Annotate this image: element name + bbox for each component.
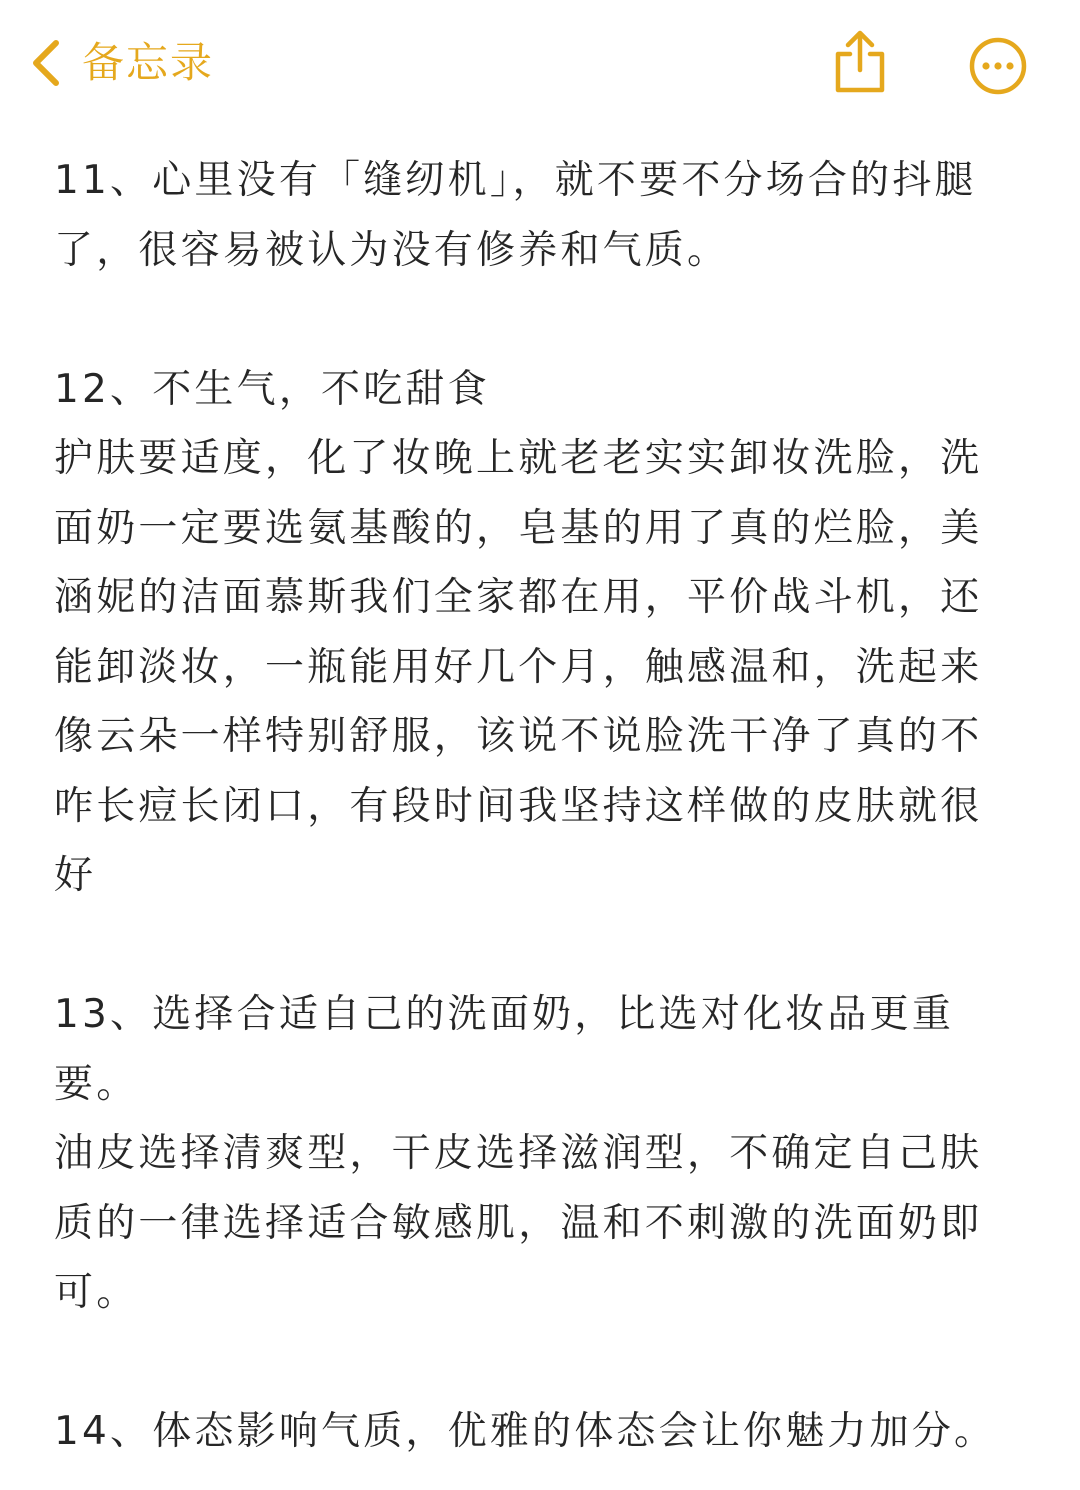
chevron-left-icon [28, 38, 62, 88]
navigation-bar [0, 0, 1080, 130]
share-button[interactable] [828, 28, 892, 98]
more-button[interactable] [968, 36, 1028, 96]
note-body[interactable] [54, 146, 1014, 1467]
note-paragraph-12: 12、不生气，不吃甜食 护肤要适度，化了妆晚上就老老实实卸妆洗脸，洗面奶一定要选氨基酸的，皂基的用了真的烂脸，美涵妮的洁面慕斯我们全家都在用，平价战斗机，还能卸淡妆，一瓶能用好几个月，触感温和，洗起来像云朵一样特别舒服，该说不说脸洗干净了真的不咋长痘长闭口，有段时间我坚持这样做的皮肤就很好 [54, 366, 983, 898]
back-label: 备忘录 [82, 38, 215, 87]
note-paragraph-14: 14、体态影响气质，优雅的体态会让你魅力加分。 [54, 1409, 997, 1454]
note-paragraph-11: 11、心里没有「缝纫机」，就不要不分场合的抖腿了，很容易被认为没有修养和气质。 [54, 158, 977, 273]
back-button[interactable] [28, 30, 214, 96]
note-paragraph-13: 13、选择合适自己的洗面奶，比选对化妆品更重要。 油皮选择清爽型，干皮选择滋润型，不确定自己肤质的一律选择适合敏感肌，温和不刺激的洗面奶即可。 [54, 992, 983, 1315]
more-circle-icon [968, 81, 1028, 100]
share-icon [828, 83, 892, 102]
